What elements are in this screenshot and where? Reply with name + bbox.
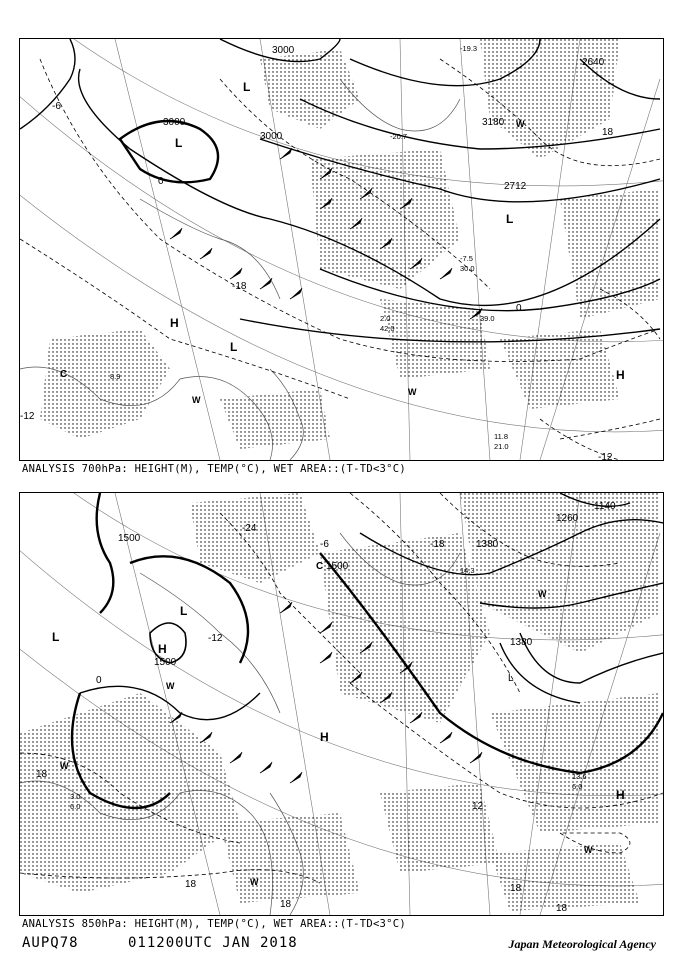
height-label: 2640 [582,57,605,68]
height-label: 1500 [118,533,141,544]
warm-center: W [192,395,201,405]
low-center: L [243,80,251,94]
station-value: 6.0 [70,802,81,811]
height-label: 1380 [510,637,533,648]
height-label: 1380 [476,539,499,550]
height-label: 3000 [260,131,283,142]
low-center: L [508,673,514,684]
map-850hpa-svg [20,493,663,915]
cold-center: C [316,561,324,572]
high-center: H [170,316,179,330]
temp-label: 0 [158,176,164,187]
height-label: 2712 [504,181,527,192]
temp-label: -12 [598,452,613,460]
warm-center: W [250,877,259,887]
station-value: -7.5 [460,254,473,263]
station-value: 21.0 [494,442,509,451]
height-label: 3000 [163,117,186,128]
warm-center: W [538,589,547,599]
station-value: 14.3 [460,566,475,575]
low-center: L [175,136,183,150]
agency-name: Japan Meteorological Agency [508,937,656,951]
temp-label: -18 [232,281,247,292]
map-700hpa-svg [20,39,663,460]
temp-label: -18 [430,539,445,550]
high-center: H [158,642,167,656]
wet-areas [20,493,660,911]
station-value: 13.6 [572,772,587,781]
temp-label: 0 [516,303,522,314]
temp-label: 18 [36,769,48,780]
station-value: 42.0 [380,324,395,333]
low-center: L [506,212,514,226]
station-value: -19.3 [460,44,478,53]
analysis-time: 011200UTC JAN 2018 [128,935,298,951]
temp-label: 0 [96,675,102,686]
caption-700hpa: ANALYSIS 700hPa: HEIGHT(M), TEMP(°C), WET AREA::(T-TD<3°C) [22,463,407,475]
caption-850hpa: ANALYSIS 850hPa: HEIGHT(M), TEMP(°C), WET AREA::(T-TD<3°C) [22,918,407,930]
station-value: 3.0 [70,792,81,801]
height-label: 1140 [594,501,616,512]
station-value: 6.0 [572,782,583,791]
station-value: 2.0 [380,314,391,323]
chart-code: AUPQ78 [22,935,79,951]
high-center: H [616,368,625,382]
temp-label: -12 [20,411,35,422]
warm-center: W [408,387,417,397]
wet-areas [40,39,660,449]
high-center: H [616,788,625,802]
warm-center: W [516,119,525,129]
height-label: 1500 [326,561,349,572]
temp-label: -24 [242,523,257,534]
station-value: 8.9 [110,372,121,381]
temp-label: 18 [556,903,568,914]
station-value: 30.0 [460,264,475,273]
station-value: -20.7 [390,132,408,141]
temp-label: -12 [208,633,223,644]
height-label: 3000 [272,45,295,56]
station-value: 11.8 [494,432,509,441]
height-label: 3180 [482,117,505,128]
station-value: 39.0 [480,314,495,323]
temp-label: 12 [472,801,484,812]
cold-center: C [60,369,68,380]
map-panel-700hpa [19,38,664,461]
temp-label: 18 [510,883,522,894]
temp-label: -6 [52,101,61,112]
map-panel-850hpa [19,492,664,916]
temp-label: -6 [320,539,329,550]
high-center: H [320,730,329,744]
warm-center: W [584,845,593,855]
low-center: L [180,604,188,618]
temp-label: 18 [602,127,614,138]
low-center: L [230,340,238,354]
warm-center: W [166,681,175,691]
height-label: 1500 [154,657,177,668]
height-label: 1260 [556,513,579,524]
temp-label: 18 [280,899,292,910]
low-center: L [52,630,60,644]
temp-label: 18 [185,879,197,890]
warm-center: W [60,761,69,771]
